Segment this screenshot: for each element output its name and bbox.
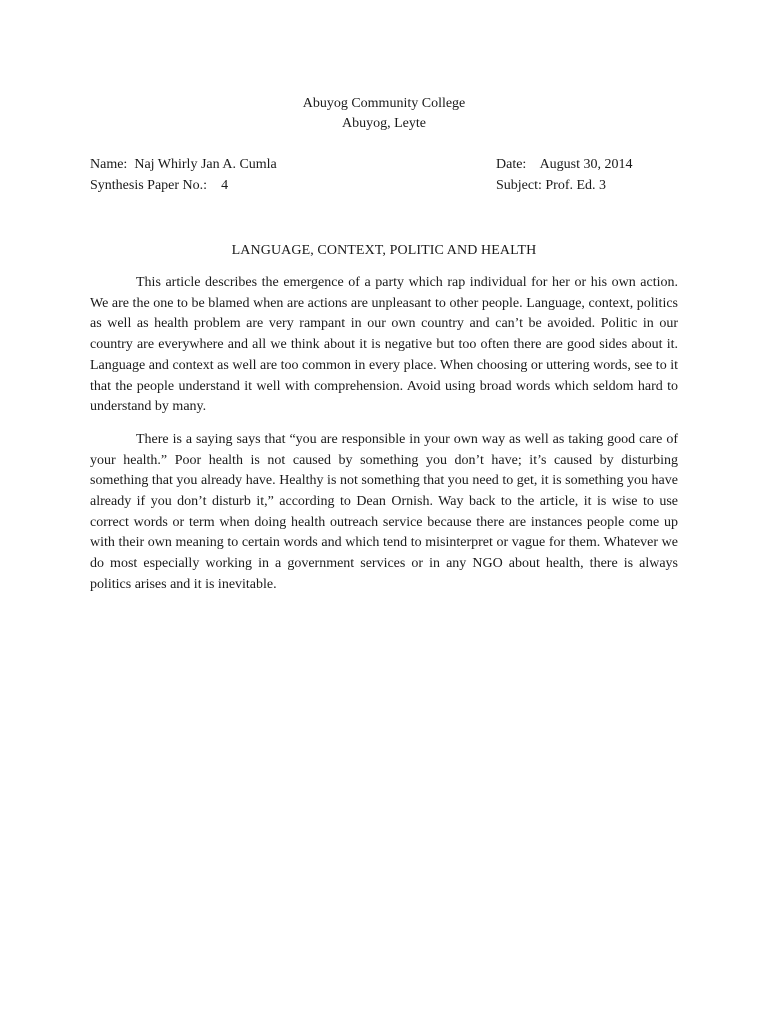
subject-value: Prof. Ed. 3 — [545, 178, 607, 193]
subject-field — [496, 175, 606, 196]
date-label: Date: — [496, 157, 527, 172]
paper-title: LANGUAGE, CONTEXT, POLITIC AND HEALTH — [231, 243, 537, 258]
name-value: Naj Whirly Jan A. Cumla — [134, 157, 277, 172]
student-info — [90, 154, 690, 196]
date-value: August 30, 2014 — [539, 157, 633, 172]
subject-label: Subject: — [496, 178, 542, 193]
paper-label: Synthesis Paper No.: — [90, 178, 208, 193]
institution-name: Abuyog Community College — [302, 96, 466, 111]
info-row-name-date — [90, 154, 690, 175]
paper-value: 4 — [221, 178, 229, 193]
paper-body — [90, 273, 678, 608]
paragraph-2: There is a saying says that “you are responsible in your own way as well as taking good care of your health.” Poor health is not caused by something you don’t have; it’s caused by disturbing something that you already have. Healthy is not something that you need to get, it is something you have already if you don’t disturb it,” according to Dean Ornish. Way back to the article, it is wise to use correct words or term when doing health outreach service because there are instances people come up with their own meaning to certain words and which tend to misinterpret or vague for them. Whatever we do most especially working in a government services or in any NGO about health, there is always politics arises and it is inevitable. — [90, 431, 678, 592]
paper-number-field — [90, 175, 228, 196]
date-field — [496, 154, 633, 175]
paragraph-1: This article describes the emergence of a party which rap individual for her or his own action. We are the one to be blamed when are actions are unpleasant to other people. Language, context, politics as well as health problem are very rampant in our own country and can’t be avoided. Politic in our country are everywhere and all we think about it is negative but too often there are good sides about it. Language and context as well are too common in every place. When choosing or uttering words, see to it that the people understand it well with comprehension. Avoid using broad words which seldom hard to understand by many. — [90, 275, 678, 415]
institution-location: Abuyog, Leyte — [342, 116, 426, 131]
name-field — [90, 154, 277, 175]
name-label: Name: — [90, 157, 128, 172]
document-header — [0, 94, 768, 134]
info-row-paper-subject — [90, 175, 690, 196]
